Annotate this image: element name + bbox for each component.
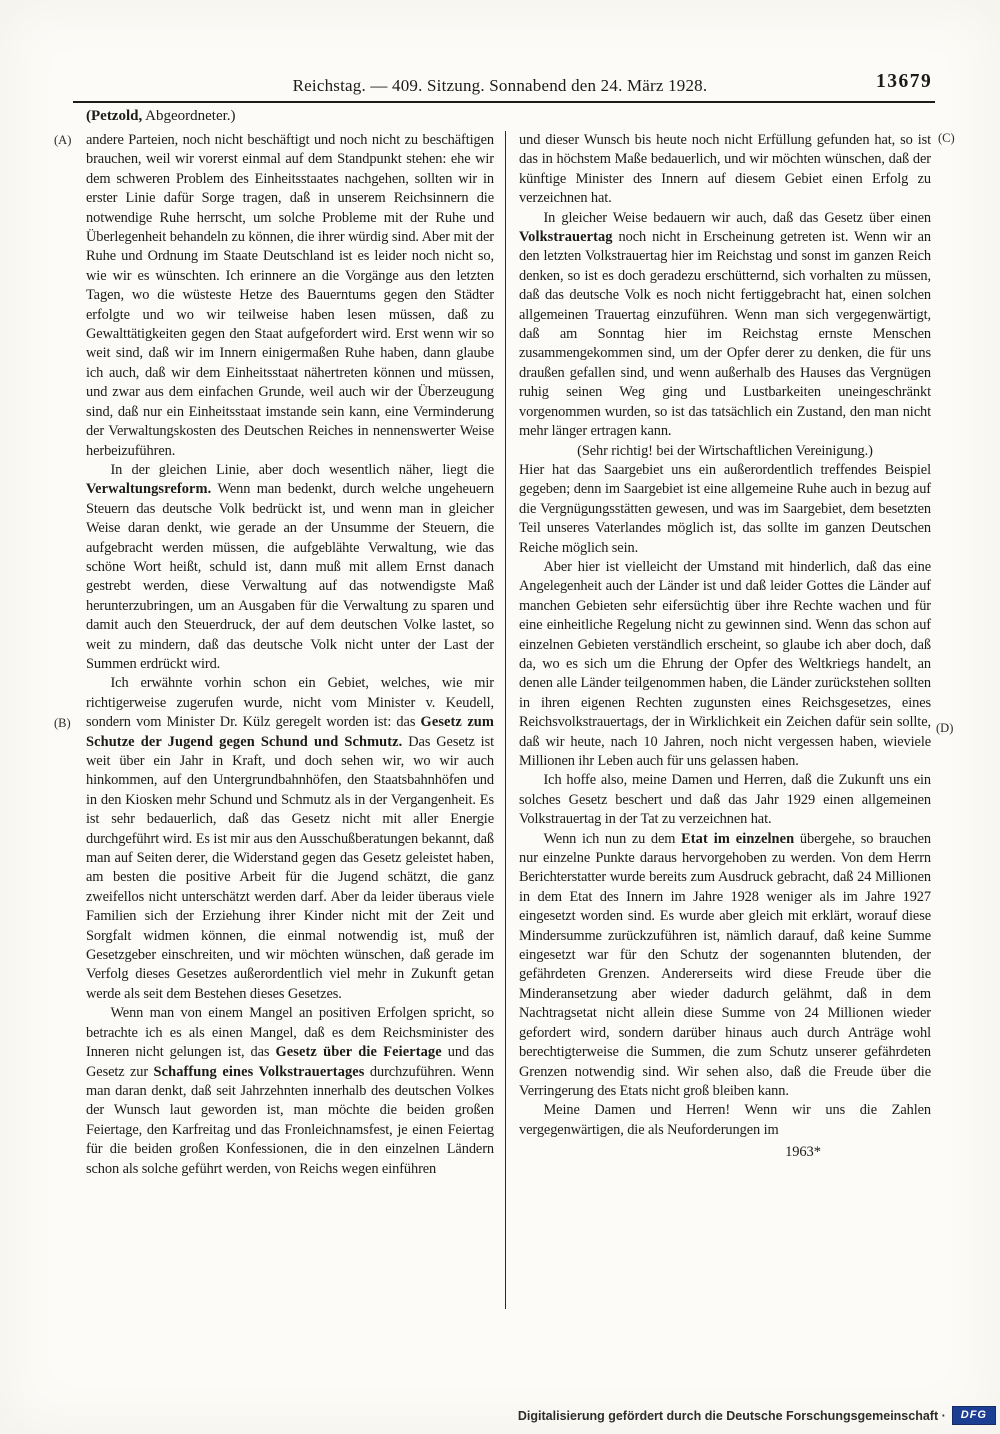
body-paragraph: Hier hat das Saargebiet uns ein außerordentlich treffendes Beispiel gegeben; denn im Saargebiet ist eine allgemeine Ruhe auch in bezug auf die Vergnügungsstätten gewesen, und was im Saargebiet, dem besetzten Teil unseres Vaterlandes möglich ist, das sollte im ganzen Deutschen Reiche möglich sein. — [519, 461, 931, 556]
body-paragraph: In der gleichen Linie, aber doch wesentlich näher, liegt die Verwaltungsreform. Wenn man bedenkt, durch welche ungeheuern Steuern das deutsche Volk bedrückt ist, und wenn man in gleicher Weise daran denkt, wie gerade an der Unsumme der Steuern, die aufgebracht werden müssen, die aufgeblähte Verwaltung, wie das schöne Wort heißt, schuld ist, dann muß mit allem Ernst danach gestrebt werden, diese Verwaltung auf das notwendigste Maß herunterzubringen, um an Ausgaben für die Verwaltung zu sparen und damit auch den Steuerdruck, der auf dem deutschen Volke lastet, so weit zu mindern, daß das deutsche Volk nicht unter der Last der Summen erdrückt wird. — [86, 461, 494, 672]
left-column — [86, 131, 494, 1331]
body-paragraph: Meine Damen und Herren! Wenn wir uns die Zahlen vergegenwärtigen, die als Neuforderungen im — [519, 1102, 931, 1138]
body-paragraph: Wenn ich nun zu dem Etat im einzelnen übergehe, so brauchen nur einzelne Punkte daraus hervorgehoben zu werden. Von dem Herrn Berichterstatter wurde bereits zum Ausdruck gebracht, daß 24 Millionen in dem Etat des Innern im Jahre 1928 weniger als im Jahre 1927 eingesetzt worden sind. Es wurde aber gleich mit erklärt, worauf diese Mindersumme zurückzuführen ist, nämlich darauf, daß keine Summe eingesetzt war für den Schutz der sogenannten blutenden, der gefährdeten Grenzen. Andererseits wird diese Freude über die Minderansetzung aber wieder dadurch gelähmt, daß in dem Nachtragsetat nicht allein diese Summe von 24 Millionen wieder gefordert wird, sondern darüber hinaus auch durch Anträge wohl berechtigterweise die Summen, die zum Schutz unserer gefährdeten Grenzen notwendig sind. Wir sehen also, daß die Freude über die Verringerung des Etats nicht groß bleiben kann. — [519, 830, 931, 1099]
speaker-name: (Petzold, — [86, 108, 143, 124]
body-paragraph: In gleicher Weise bedauern wir auch, daß das Gesetz über einen Volkstrauertag noch nicht in Erscheinung getreten ist. Wenn wir an den letzten Volkstrauertag hier im Reichstag und sonst im ganzen Reich denken, so ist es doch geradezu erschütternd, sich vorhalten zu müssen, daß das deutsche Volk es noch nicht fertiggebracht hat, einen solchen allgemeinen Trauertag einzuführen. Wenn man sich vergegenwärtigt, daß am Sonntag hier im Reichstag ernste Menschen zusammengekommen sind, um der Opfer derer zu denken, die für uns draußen gefallen sind, und wenn außerhalb des Hauses das Vergnügen ruhig seinen Weg ging und Lustbarkeiten uneingeschränkt vorgenommen wurden, so ist das tatsächlich ein Zustand, den man nicht mehr länger ertragen kann. — [519, 209, 931, 440]
digitization-footer — [518, 1406, 996, 1425]
margin-label-c: (C) — [938, 131, 955, 145]
right-column — [519, 131, 931, 1331]
body-paragraph: Ich hoffe also, meine Damen und Herren, daß die Zukunft uns ein solches Gesetz beschert und daß das Jahr 1929 einen allgemeinen Volkstrauertag in der Tat zu verzeichnen hat. — [519, 772, 931, 828]
speaker-line — [86, 108, 236, 125]
speaker-role: Abgeordneter.) — [142, 108, 236, 124]
body-paragraph: Ich erwähnte vorhin schon ein Gebiet, welches, wie mir richtigerweise zugerufen wurde, nicht vom Minister v. Keudell, sondern vom Minister Dr. Külz geregelt worden ist: das Gesetz zum Schutze der Jugend gegen Schund und Schmutz. Das Gesetz ist weit über ein Jahr in Kraft, und doch sehen wir, wo wir auch hinkommen, auf den Untergrundbahnhöfen, den Staatsbahnhöfen und in den Kiosken mehr Schund und Schmutz als in der Vergangenheit. Es ist sehr bedauerlich, daß das Gesetz nicht mit aller Energie durchgeführt wird. Es ist mir aus den Ausschußberatungen bekannt, daß man auf Seiten derer, die Widerstand gegen das Gesetz geleistet haben, am besten die positive Arbeit für die Jugend schätzt, die ganz zweifellos nicht unterschätzt werden darf. Aber da leider überaus viele Familien sich der Erziehung ihrer Kinder nicht mit der Zeit und Sorgfalt widmen können, die einmal notwendig ist, muß der Gesetzgeber einschreiten, und wir möchten wünschen, daß gerade im Verfolg dieses Gesetzes außerordentlich viel mehr in Zukunft getan werde als seit dem Bestehen dieses Gesetzes. — [86, 675, 494, 1002]
text-columns — [86, 131, 932, 1331]
margin-label-d: (D) — [936, 721, 954, 735]
left-column-paragraphs — [86, 131, 494, 1179]
margin-label-b: (B) — [54, 716, 71, 730]
right-column-paragraphs — [519, 131, 931, 1140]
body-paragraph: Wenn man von einem Mangel an positiven Erfolgen spricht, so betrachte ich es als einen Mangel, daß es dem Reichsminister des Inneren nicht gelungen ist, das Gesetz über die Feiertage und das Gesetz zur Schaffung eines Volkstrauertages durchzuführen. Wenn man daran denkt, daß seit Jahrzehnten innerhalb des deutschen Volkes der Wunsch laut geworden ist, man möchte die beiden großen Feiertage, den Karfreitag und das Fronleichnamsfest, je einen Feiertag für die beiden großen Konfessionen, die in den einzelnen Ländern schon als solche geführt werden, von Reichs wegen einführen — [86, 1005, 495, 1177]
header-rule — [73, 101, 935, 103]
interjection-paragraph: (Sehr richtig! bei der Wirtschaftlichen Vereinigung.) — [577, 442, 873, 459]
printer-signature-number: 1963* — [785, 1144, 821, 1161]
digitization-credit: Digitalisierung gefördert durch die Deutsche Forschungsgemeinschaft · — [517, 1408, 946, 1423]
page-number: 13679 — [876, 71, 933, 92]
dfg-logo: DFG — [952, 1406, 996, 1425]
body-paragraph: und dieser Wunsch bis heute noch nicht Erfüllung gefunden hat, so ist das in höchstem Maße bedauerlich, und wir möchten wünschen, daß der künftige Minister des Innern auf diesem Gebiet einen Erfolg zu verzeichnen hat. — [519, 132, 931, 207]
page-header-title: Reichstag. — 409. Sitzung. Sonnabend den 24. März 1928. — [292, 76, 708, 95]
body-paragraph: andere Parteien, noch nicht beschäftigt und noch nicht zu beschäftigen brauchen, weil wir vorerst einmal auf dem Standpunkt stehen: ehe wir dem schweren Problem des Einheitsstaates nachgehen, sollten wir in erster Linie dafür Sorge tragen, daß in unserem Reichsinnern die notwendige Ruhe herrscht, um solche Probleme mit der Ruhe und Überlegenheit behandeln zu können, die ihrer würdig sind. Aber mit der Ruhe und Ordnung im Staate Deutschland ist es leider noch nicht so, wie wir es wünschten. Ich erinnere an die Vorgänge aus den letzten Tagen, wo die wüsteste Hetze des Bauerntums gegen den Städter erfolgte und wo wir teilweise haben lesen müssen, daß zu Gewalttätigkeiten gegen den Staat aufgefordert wird. Erst wenn wir so weit sind, daß wir im Innern einigermaßen Ruhe haben, dann glaube ich auch, daß wir dem Einheitsstaat nähertreten können und müssen, und zwar aus dem einfachen Grunde, weil auch wir der Überzeugung sind, daß nur ein Einheitsstaat imstande sein kann, eine Verminderung der Verwaltungskosten des Deutschen Reiches in nennenswerter Weise herbeizuführen. — [86, 132, 494, 459]
column-divider-rule — [505, 131, 506, 1309]
body-paragraph: Aber hier ist vielleicht der Umstand mit hinderlich, daß das eine Angelegenheit auch der Länder ist und daß leider Gottes die Länder auf manchen Gebieten sehr eifersüchtig über ihre Rechte wachen und für eine einheitliche Regelung nicht zu gewinnen sind. Wenn das schon auf einzelnen Gebieten verständlich erscheint, so glaube ich aber doch, daß da, wo es sich um die Ehrung der Opfer des Weltkriegs handelt, an denen alle Länder teilgenommen haben, die Länder zurückstehen sollten in ihren eigenen Rechten zugunsten eines Reichsgesetzes, eines Reichsvolkstrauertags, der in Wirklichkeit ein Zeichen dafür sein sollte, daß wir heute, nach 10 Jahren, noch nicht vergessen haben, wieviele Millionen ihr Leben auch für uns gelassen haben. — [519, 558, 931, 769]
margin-label-a: (A) — [54, 133, 72, 147]
